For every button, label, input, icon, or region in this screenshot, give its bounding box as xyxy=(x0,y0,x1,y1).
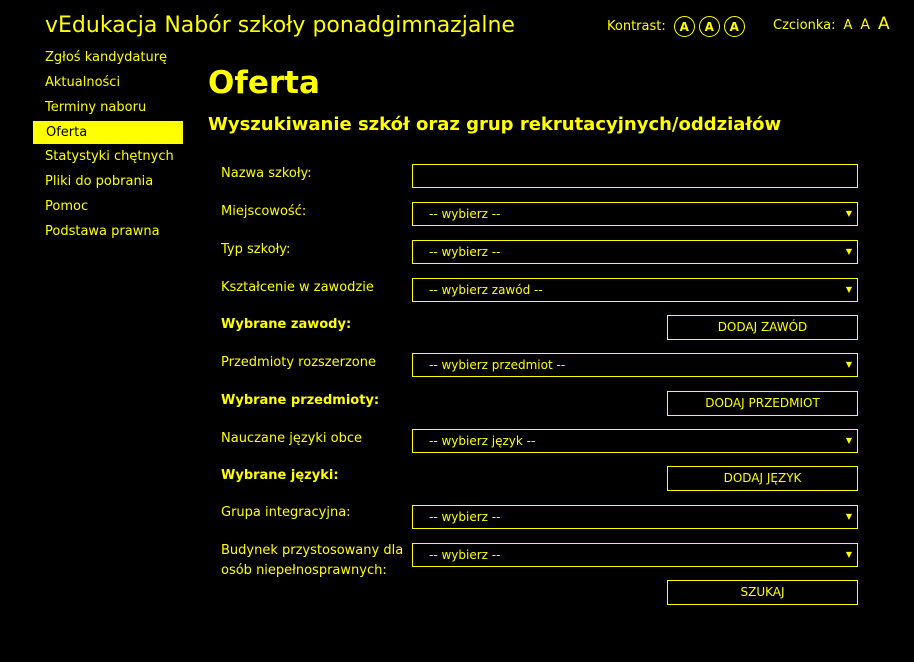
search-button[interactable]: SZUKAJ xyxy=(667,580,858,605)
sidebar-item-pomoc[interactable]: Pomoc xyxy=(45,199,89,214)
profession-label: Kształcenie w zawodzie xyxy=(221,280,374,295)
triangle-down-icon: ▼ xyxy=(845,550,852,559)
accessible-building-label-line2: osób niepełnosprawnych: xyxy=(221,563,387,578)
selected-languages-label: Wybrane języki: xyxy=(221,468,339,483)
school-name-label: Nazwa szkoły: xyxy=(221,166,312,181)
font-size-label: Czcionka: xyxy=(773,18,836,33)
city-select[interactable] xyxy=(412,202,858,226)
triangle-down-icon: ▼ xyxy=(845,360,852,369)
contrast-switcher xyxy=(607,16,745,37)
sidebar-item-podstawa-prawna[interactable]: Podstawa prawna xyxy=(45,224,160,239)
extended-subjects-label: Przedmioty rozszerzone xyxy=(221,355,376,370)
sidebar-item-aktualnosci[interactable]: Aktualności xyxy=(45,75,121,90)
font-size-switcher xyxy=(773,14,898,34)
extended-subjects-select-value: -- wybierz przedmiot -- xyxy=(429,358,566,372)
page-title: Oferta xyxy=(208,65,320,101)
add-language-button[interactable]: DODAJ JĘZYK xyxy=(667,466,858,491)
triangle-down-icon: ▼ xyxy=(845,436,852,445)
languages-label: Nauczane języki obce xyxy=(221,431,362,446)
sidebar-nav xyxy=(33,45,183,244)
font-size-small-button[interactable]: A xyxy=(843,18,853,33)
contrast-label: Kontrast: xyxy=(607,19,666,34)
school-type-select-value: -- wybierz -- xyxy=(429,245,501,259)
integration-group-label: Grupa integracyjna: xyxy=(221,505,351,520)
city-select-value: -- wybierz -- xyxy=(429,207,501,221)
integration-group-select-value: -- wybierz -- xyxy=(429,510,501,524)
selected-professions-label: Wybrane zawody: xyxy=(221,317,352,332)
languages-select[interactable] xyxy=(412,429,858,453)
contrast-option-3-button[interactable]: A xyxy=(724,16,745,37)
add-subject-button[interactable]: DODAJ PRZEDMIOT xyxy=(667,391,858,416)
school-type-select[interactable] xyxy=(412,240,858,264)
add-profession-button[interactable]: DODAJ ZAWÓD xyxy=(667,315,858,340)
page-subtitle: Wyszukiwanie szkół oraz grup rekrutacyjnych/oddziałów xyxy=(208,114,782,135)
sidebar-item-statystyki-chetnych[interactable]: Statystyki chętnych xyxy=(45,149,174,164)
triangle-down-icon: ▼ xyxy=(845,209,852,218)
sidebar-item-zglos-kandydature[interactable]: Zgłoś kandydaturę xyxy=(45,50,168,65)
triangle-down-icon: ▼ xyxy=(845,285,852,294)
sidebar-item-oferta[interactable]: Oferta xyxy=(33,121,183,144)
contrast-option-1-button[interactable]: A xyxy=(674,16,695,37)
font-size-large-button[interactable]: A xyxy=(877,14,890,34)
languages-select-value: -- wybierz język -- xyxy=(429,434,536,448)
font-size-medium-button[interactable]: A xyxy=(860,17,870,33)
triangle-down-icon: ▼ xyxy=(845,512,852,521)
app-title: vEdukacja Nabór szkoły ponadgimnazjalne xyxy=(45,13,515,38)
sidebar-item-terminy-naboru[interactable]: Terminy naboru xyxy=(45,100,147,115)
accessible-building-label-line1: Budynek przystosowany dla xyxy=(221,543,404,558)
accessible-building-select[interactable] xyxy=(412,543,858,567)
extended-subjects-select[interactable] xyxy=(412,353,858,377)
integration-group-select[interactable] xyxy=(412,505,858,529)
selected-subjects-label: Wybrane przedmioty: xyxy=(221,393,380,408)
contrast-option-2-button[interactable]: A xyxy=(699,16,720,37)
city-label: Miejscowość: xyxy=(221,204,307,219)
profession-select[interactable] xyxy=(412,278,858,302)
accessible-building-select-value: -- wybierz -- xyxy=(429,548,501,562)
school-type-label: Typ szkoły: xyxy=(221,242,291,257)
school-name-input[interactable] xyxy=(412,164,858,188)
sidebar-item-pliki-do-pobrania[interactable]: Pliki do pobrania xyxy=(45,174,154,189)
triangle-down-icon: ▼ xyxy=(845,247,852,256)
profession-select-value: -- wybierz zawód -- xyxy=(429,283,543,297)
